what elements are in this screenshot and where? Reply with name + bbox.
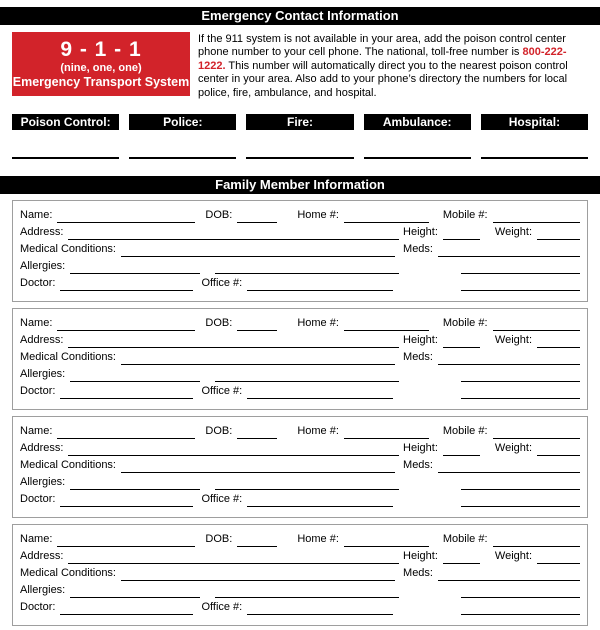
medical-conditions-field-line[interactable] [121, 242, 395, 257]
medical-row [20, 456, 580, 473]
address-field-line[interactable] [68, 441, 399, 456]
office-phone-field-line[interactable] [247, 600, 393, 615]
height-field-line[interactable] [443, 441, 480, 456]
mobile-phone-field-line[interactable] [493, 532, 580, 547]
nine-one-one-number: 9 - 1 - 1 [60, 38, 142, 61]
dob-field-line[interactable] [237, 532, 277, 547]
meds-label: Meds: [403, 567, 433, 580]
medical-conditions-field-line[interactable] [121, 350, 395, 365]
home-phone-label: Home #: [297, 533, 339, 546]
fire-label: Fire: [246, 114, 353, 130]
mobile-phone-label: Mobile #: [442, 209, 488, 222]
allergies-label: Allergies: [20, 584, 66, 597]
medical-conditions-label: Medical Conditions: [20, 243, 116, 256]
weight-field-line[interactable] [537, 333, 580, 348]
address-label: Address: [20, 334, 64, 347]
poison-control-label: Poison Control: [12, 114, 119, 130]
police-label: Police: [129, 114, 236, 130]
weight-field-line[interactable] [537, 441, 580, 456]
family-member-section-2 [12, 308, 588, 410]
poison-control-instructions [198, 32, 580, 100]
doctor-row [20, 598, 580, 615]
contact-ambulance [364, 114, 471, 159]
height-field-line[interactable] [443, 333, 480, 348]
dob-field-line[interactable] [237, 208, 277, 223]
address-row [20, 439, 580, 456]
weight-field-line[interactable] [537, 549, 580, 564]
address-field-line[interactable] [68, 333, 399, 348]
allergies-row [20, 257, 580, 274]
hospital-fill-line[interactable] [481, 130, 588, 159]
home-phone-label: Home #: [297, 209, 339, 222]
mobile-phone-label: Mobile #: [442, 533, 488, 546]
meds-field-line[interactable] [438, 350, 580, 365]
address-row [20, 547, 580, 564]
medical-conditions-field-line[interactable] [121, 566, 395, 581]
doctor-label: Doctor: [20, 493, 56, 506]
height-label: Height: [403, 550, 438, 563]
meds-overflow-line-1[interactable] [461, 583, 580, 598]
allergies-overflow-line[interactable] [215, 367, 399, 382]
meds-field-line[interactable] [438, 566, 580, 581]
identity-row [20, 314, 580, 331]
allergies-label: Allergies: [20, 260, 66, 273]
meds-overflow-line-2[interactable] [461, 384, 580, 399]
contact-fire [246, 114, 353, 159]
name-label: Name: [20, 425, 53, 438]
medical-row [20, 564, 580, 581]
family-member-section-4 [12, 524, 588, 626]
doctor-field-line[interactable] [60, 492, 193, 507]
allergies-field-line[interactable] [70, 259, 200, 274]
address-row [20, 331, 580, 348]
medical-row [20, 348, 580, 365]
height-label: Height: [403, 442, 438, 455]
office-phone-field-line[interactable] [247, 492, 393, 507]
dob-label: DOB: [205, 317, 233, 330]
dob-label: DOB: [205, 533, 233, 546]
weight-label: Weight: [494, 442, 532, 455]
weight-label: Weight: [494, 550, 532, 563]
meds-label: Meds: [403, 243, 433, 256]
dob-label: DOB: [205, 425, 233, 438]
doctor-label: Doctor: [20, 385, 56, 398]
address-label: Address: [20, 442, 64, 455]
home-phone-label: Home #: [297, 425, 339, 438]
police-fill-line[interactable] [129, 130, 236, 159]
doctor-field-line[interactable] [60, 276, 193, 291]
medical-conditions-label: Medical Conditions: [20, 351, 116, 364]
meds-overflow-line-2[interactable] [461, 492, 580, 507]
doctor-field-line[interactable] [60, 384, 193, 399]
office-phone-label: Office #: [201, 493, 243, 506]
emergency-header-banner [0, 7, 600, 25]
family-header-banner [0, 176, 600, 194]
allergies-field-line[interactable] [70, 475, 200, 490]
identity-row [20, 206, 580, 223]
name-field-line[interactable] [57, 532, 195, 547]
medical-row [20, 240, 580, 257]
poison-control-fill-line[interactable] [12, 130, 119, 159]
mobile-phone-field-line[interactable] [493, 208, 580, 223]
allergies-row [20, 473, 580, 490]
fire-fill-line[interactable] [246, 130, 353, 159]
doctor-row [20, 274, 580, 291]
meds-overflow-line-1[interactable] [461, 475, 580, 490]
name-label: Name: [20, 209, 53, 222]
weight-label: Weight: [494, 226, 532, 239]
allergies-label: Allergies: [20, 476, 66, 489]
emergency-numbers-row [12, 114, 588, 159]
medical-conditions-label: Medical Conditions: [20, 567, 116, 580]
name-label: Name: [20, 533, 53, 546]
allergies-field-line[interactable] [70, 367, 200, 382]
height-field-line[interactable] [443, 549, 480, 564]
weight-field-line[interactable] [537, 225, 580, 240]
family-member-section-3 [12, 416, 588, 518]
ambulance-fill-line[interactable] [364, 130, 471, 159]
doctor-row [20, 382, 580, 399]
ambulance-label: Ambulance: [364, 114, 471, 130]
height-label: Height: [403, 334, 438, 347]
allergies-overflow-line[interactable] [215, 259, 399, 274]
home-phone-field-line[interactable] [344, 208, 429, 223]
doctor-label: Doctor: [20, 601, 56, 614]
doctor-field-line[interactable] [60, 600, 193, 615]
dob-label: DOB: [205, 209, 233, 222]
name-field-line[interactable] [57, 208, 195, 223]
home-phone-field-line[interactable] [344, 532, 429, 547]
office-phone-label: Office #: [201, 385, 243, 398]
instructions-text-before: If the 911 system is not available in your area, add the poison control center phone number to your cell phone. The national, toll-free number is [198, 33, 566, 59]
emergency-header-title: Emergency Contact Information [201, 8, 399, 23]
contact-police [129, 114, 236, 159]
family-member-section-1 [12, 200, 588, 302]
hospital-label: Hospital: [481, 114, 588, 130]
address-field-line[interactable] [68, 549, 399, 564]
meds-overflow-line-1[interactable] [461, 367, 580, 382]
height-label: Height: [403, 226, 438, 239]
intro-section [12, 32, 588, 100]
office-phone-field-line[interactable] [247, 276, 393, 291]
contact-poison-control [12, 114, 119, 159]
contact-hospital [481, 114, 588, 159]
meds-overflow-line-1[interactable] [461, 259, 580, 274]
allergies-overflow-line[interactable] [215, 475, 399, 490]
doctor-label: Doctor: [20, 277, 56, 290]
meds-label: Meds: [403, 459, 433, 472]
nine-one-one-words: (nine, one, one) [60, 62, 142, 74]
poison-control-phone-number: 800-222-1222. [198, 46, 567, 72]
allergies-row [20, 581, 580, 598]
address-row [20, 223, 580, 240]
height-field-line[interactable] [443, 225, 480, 240]
name-field-line[interactable] [57, 424, 195, 439]
identity-row [20, 530, 580, 547]
dob-field-line[interactable] [237, 424, 277, 439]
emergency-transport-label: Emergency Transport System [12, 75, 190, 89]
allergies-label: Allergies: [20, 368, 66, 381]
meds-overflow-line-2[interactable] [461, 276, 580, 291]
office-phone-field-line[interactable] [247, 384, 393, 399]
address-label: Address: [20, 550, 64, 563]
doctor-row [20, 490, 580, 507]
mobile-phone-label: Mobile #: [442, 317, 488, 330]
allergies-field-line[interactable] [70, 583, 200, 598]
mobile-phone-field-line[interactable] [493, 424, 580, 439]
family-header-title: Family Member Information [215, 177, 385, 193]
identity-row [20, 422, 580, 439]
weight-label: Weight: [494, 334, 532, 347]
name-label: Name: [20, 317, 53, 330]
allergies-overflow-line[interactable] [215, 583, 399, 598]
allergies-row [20, 365, 580, 382]
nine-one-one-box [12, 32, 190, 96]
dob-field-line[interactable] [237, 316, 277, 331]
address-label: Address: [20, 226, 64, 239]
meds-field-line[interactable] [438, 242, 580, 257]
home-phone-field-line[interactable] [344, 316, 429, 331]
address-field-line[interactable] [68, 225, 399, 240]
home-phone-field-line[interactable] [344, 424, 429, 439]
meds-label: Meds: [403, 351, 433, 364]
office-phone-label: Office #: [201, 601, 243, 614]
meds-overflow-line-2[interactable] [461, 600, 580, 615]
meds-field-line[interactable] [438, 458, 580, 473]
instructions-text-after: This number will automatically direct you to the nearest poison control center in your area. Also add to your phone’s directory the numbers for local police, fire, ambulance, and hospital. [198, 59, 568, 99]
home-phone-label: Home #: [297, 317, 339, 330]
office-phone-label: Office #: [201, 277, 243, 290]
name-field-line[interactable] [57, 316, 195, 331]
medical-conditions-field-line[interactable] [121, 458, 395, 473]
medical-conditions-label: Medical Conditions: [20, 459, 116, 472]
mobile-phone-label: Mobile #: [442, 425, 488, 438]
mobile-phone-field-line[interactable] [493, 316, 580, 331]
